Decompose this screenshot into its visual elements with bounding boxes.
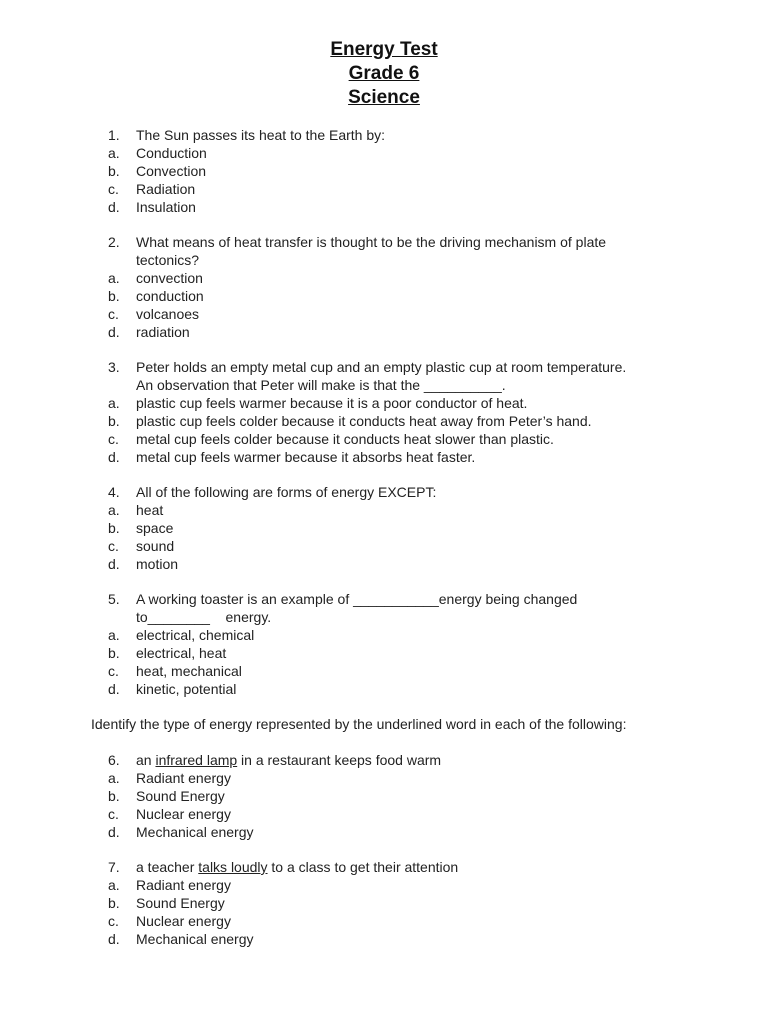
question-stem xyxy=(108,358,708,376)
option-letter: d. xyxy=(108,449,120,465)
option-text: Insulation xyxy=(136,199,196,215)
question-stem-continued xyxy=(108,376,708,394)
option-letter: a. xyxy=(108,502,120,518)
title-block xyxy=(0,38,768,110)
question-number: 7. xyxy=(108,859,120,875)
option-d xyxy=(108,555,708,573)
question-6 xyxy=(108,751,708,841)
option-a xyxy=(108,626,708,644)
question-text-post: to a class to get their attention xyxy=(267,859,459,875)
option-a xyxy=(108,269,708,287)
option-text: Nuclear energy xyxy=(136,913,231,929)
option-text: conduction xyxy=(136,288,204,304)
option-text: Sound Energy xyxy=(136,788,225,804)
option-text: electrical, chemical xyxy=(136,627,255,643)
option-letter: a. xyxy=(108,770,120,786)
option-text: radiation xyxy=(136,324,190,340)
option-b xyxy=(108,519,708,537)
option-letter: a. xyxy=(108,395,120,411)
option-letter: a. xyxy=(108,270,120,286)
option-text: Mechanical energy xyxy=(136,931,254,947)
title-line-3: Science xyxy=(348,87,420,108)
question-text-line-2: to________ energy. xyxy=(136,609,272,625)
option-text: sound xyxy=(136,538,175,554)
question-number: 6. xyxy=(108,752,120,768)
option-text: plastic cup feels warmer because it is a poor conductor of heat. xyxy=(136,395,528,411)
question-stem xyxy=(108,233,708,251)
option-letter: c. xyxy=(108,306,119,322)
option-c xyxy=(108,305,708,323)
question-2 xyxy=(108,233,708,341)
title-line-1: Energy Test xyxy=(330,39,438,60)
option-letter: d. xyxy=(108,556,120,572)
option-letter: b. xyxy=(108,163,120,179)
question-text xyxy=(136,751,708,769)
option-text: electrical, heat xyxy=(136,645,227,661)
underlined-term: talks loudly xyxy=(198,859,268,875)
option-text: convection xyxy=(136,270,203,286)
question-text-line-1: A working toaster is an example of ___________energy being changed xyxy=(136,591,578,607)
option-a xyxy=(108,144,708,162)
option-c xyxy=(108,430,708,448)
question-stem xyxy=(108,126,708,144)
underlined-term: infrared lamp xyxy=(155,752,238,768)
option-text: Mechanical energy xyxy=(136,824,254,840)
option-b xyxy=(108,787,708,805)
question-number: 4. xyxy=(108,484,120,500)
option-letter: b. xyxy=(108,413,120,429)
option-d xyxy=(108,930,708,948)
option-text: Convection xyxy=(136,163,207,179)
option-text: heat xyxy=(136,502,164,518)
option-letter: c. xyxy=(108,431,119,447)
question-stem xyxy=(108,751,708,769)
option-letter: b. xyxy=(108,788,120,804)
question-text-line-2: An observation that Peter will make is that the __________. xyxy=(136,377,506,393)
option-letter: a. xyxy=(108,627,120,643)
option-text: plastic cup feels colder because it conducts heat away from Peter’s hand. xyxy=(136,413,592,429)
option-letter: b. xyxy=(108,520,120,536)
question-stem xyxy=(108,858,708,876)
option-text: metal cup feels colder because it conducts heat slower than plastic. xyxy=(136,431,554,447)
option-letter: d. xyxy=(108,681,120,697)
option-text: kinetic, potential xyxy=(136,681,237,697)
option-letter: c. xyxy=(108,663,119,679)
option-d xyxy=(108,680,708,698)
option-text: Conduction xyxy=(136,145,207,161)
option-letter: c. xyxy=(108,806,119,822)
question-text-post: in a restaurant keeps food warm xyxy=(237,752,442,768)
option-c xyxy=(108,662,708,680)
option-text: Radiant energy xyxy=(136,770,231,786)
option-letter: a. xyxy=(108,145,120,161)
option-letter: d. xyxy=(108,199,120,215)
option-text: Nuclear energy xyxy=(136,806,231,822)
option-a xyxy=(108,876,708,894)
option-b xyxy=(108,894,708,912)
option-d xyxy=(108,198,708,216)
question-stem-continued xyxy=(108,608,708,626)
option-a xyxy=(108,769,708,787)
option-b xyxy=(108,412,708,430)
question-text: The Sun passes its heat to the Earth by: xyxy=(136,127,386,143)
questions-part-1 xyxy=(108,126,708,715)
question-stem-continued xyxy=(108,251,708,269)
option-letter: b. xyxy=(108,895,120,911)
option-d xyxy=(108,448,708,466)
option-d xyxy=(108,823,708,841)
question-number: 3. xyxy=(108,359,120,375)
section-instruction: Identify the type of energy represented by the underlined word in each of the following: xyxy=(91,716,627,732)
option-letter: b. xyxy=(108,288,120,304)
option-d xyxy=(108,323,708,341)
option-b xyxy=(108,287,708,305)
question-number: 1. xyxy=(108,127,120,143)
option-text: heat, mechanical xyxy=(136,663,242,679)
question-5 xyxy=(108,590,708,698)
question-text xyxy=(136,858,708,876)
question-3 xyxy=(108,358,708,466)
option-text: Radiation xyxy=(136,181,196,197)
question-text-pre: a teacher xyxy=(136,859,199,875)
option-a xyxy=(108,501,708,519)
question-stem xyxy=(108,590,708,608)
question-1 xyxy=(108,126,708,216)
option-text: space xyxy=(136,520,174,536)
option-text: Radiant energy xyxy=(136,877,231,893)
option-letter: a. xyxy=(108,877,120,893)
option-text: motion xyxy=(136,556,179,572)
question-text-pre: an xyxy=(136,752,156,768)
question-number: 5. xyxy=(108,591,120,607)
option-letter: c. xyxy=(108,181,119,197)
question-text-line-2: tectonics? xyxy=(136,252,200,268)
question-text-line-1: Peter holds an empty metal cup and an empty plastic cup at room temperature. xyxy=(136,359,627,375)
option-letter: d. xyxy=(108,931,120,947)
option-letter: c. xyxy=(108,538,119,554)
question-text-line-1: What means of heat transfer is thought to be the driving mechanism of plate xyxy=(136,234,607,250)
option-letter: b. xyxy=(108,645,120,661)
question-4 xyxy=(108,483,708,573)
question-number: 2. xyxy=(108,234,120,250)
option-b xyxy=(108,162,708,180)
question-text: All of the following are forms of energy EXCEPT: xyxy=(136,484,437,500)
option-a xyxy=(108,394,708,412)
option-c xyxy=(108,805,708,823)
option-c xyxy=(108,180,708,198)
questions-part-2 xyxy=(108,751,708,965)
option-letter: c. xyxy=(108,913,119,929)
option-c xyxy=(108,537,708,555)
option-text: metal cup feels warmer because it absorbs heat faster. xyxy=(136,449,476,465)
option-letter: d. xyxy=(108,324,120,340)
option-letter: d. xyxy=(108,824,120,840)
option-text: volcanoes xyxy=(136,306,200,322)
question-stem xyxy=(108,483,708,501)
title-line-2: Grade 6 xyxy=(348,63,420,84)
option-c xyxy=(108,912,708,930)
question-7 xyxy=(108,858,708,948)
option-text: Sound Energy xyxy=(136,895,225,911)
option-b xyxy=(108,644,708,662)
